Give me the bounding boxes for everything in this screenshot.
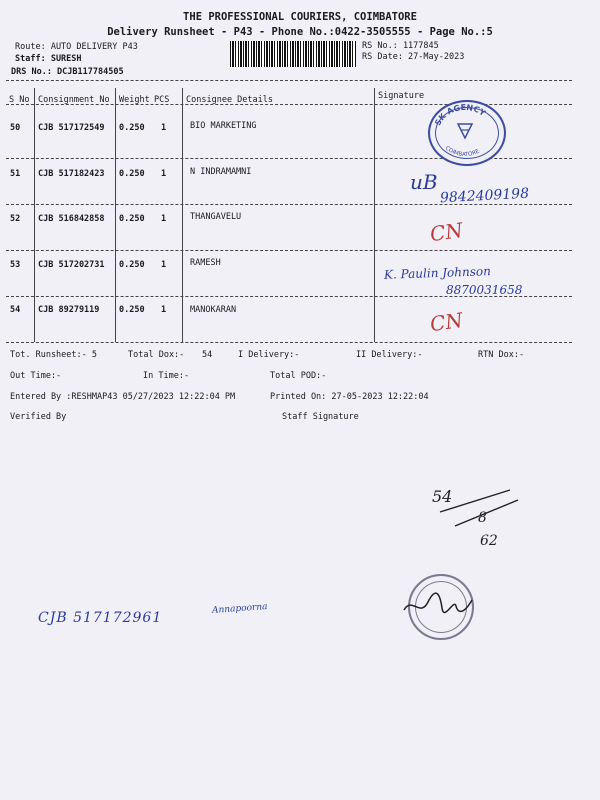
row-weight: 0.250 [119, 169, 145, 179]
entered-by: Entered By :RESHMAP43 05/27/2023 12:22:04 PM [10, 392, 236, 402]
row-sno: 50 [10, 123, 21, 133]
col-header-consignee: Consignee Details [186, 95, 273, 105]
i-delivery: I Delivery:- [238, 350, 300, 360]
stamp-city-text: COIMBATORE [443, 145, 481, 158]
tally-top: 54 [432, 487, 453, 506]
col-header-signature: Signature [378, 91, 425, 101]
phone-row51: 9842409198 [439, 185, 530, 207]
tally-bottom: 62 [480, 533, 498, 549]
printed-on: Printed On: 27-05-2023 12:22:04 [270, 392, 429, 402]
row-consignment: CJB 516842858 [38, 214, 105, 224]
verified-by: Verified By [10, 412, 67, 422]
row-sno: 53 [10, 260, 21, 270]
row-weight: 0.250 [119, 305, 145, 315]
row-consignment: CJB 89279119 [38, 305, 100, 315]
tot-runsheet: Tot. Runsheet:- 5 [10, 350, 97, 360]
row-consignee: THANGAVELU [190, 212, 242, 222]
mark-row52: CN [428, 217, 465, 247]
total-dox-label: Total Dox:- [128, 350, 185, 360]
staff-label: Staff: SURESH [15, 54, 82, 64]
total-pod: Total POD:- [270, 371, 327, 381]
phone-row53: 8870031658 [446, 283, 523, 297]
total-dox-value: 54 [202, 350, 213, 360]
row-weight: 0.250 [119, 260, 145, 270]
row-consignment: CJB 517182423 [38, 169, 105, 179]
bottom-signature [398, 588, 478, 628]
handwritten-name: Annapoorna [211, 602, 268, 616]
ii-delivery: II Delivery:- [356, 350, 423, 360]
col-header-consignment: Consignment No [38, 95, 110, 105]
row-sno: 54 [10, 305, 21, 315]
row-sno: 51 [10, 169, 21, 179]
in-time: In Time:- [143, 371, 190, 381]
stamp-agency-text: SK AGENCY [433, 102, 488, 128]
row-pcs: 1 [161, 169, 167, 179]
runsheet-subtitle: Delivery Runsheet - P43 - Phone No.:0422-3505555 - Page No.:5 [107, 26, 493, 38]
company-title: THE PROFESSIONAL COURIERS, COIMBATORE [183, 11, 417, 23]
col-header-sno: S No [9, 95, 30, 105]
svg-text:COIMBATORE [444, 145, 481, 158]
barcode [230, 41, 356, 67]
row-pcs: 1 [161, 123, 167, 133]
handwritten-consignment: CJB 517172961 [38, 610, 163, 626]
row-consignee: RAMESH [190, 258, 221, 268]
staff-signature-label: Staff Signature [282, 412, 359, 422]
row-pcs: 1 [161, 260, 167, 270]
row-weight: 0.250 [119, 123, 145, 133]
row-pcs: 1 [161, 214, 167, 224]
drs-number: DRS No.: DCJB117784505 [11, 67, 124, 77]
row-consignee: N INDRAMAMNI [190, 167, 252, 177]
rtn-dox: RTN Dox:- [478, 350, 525, 360]
row-weight: 0.250 [119, 214, 145, 224]
row-pcs: 1 [161, 305, 167, 315]
rs-date: RS Date: 27-May-2023 [362, 52, 465, 62]
agency-stamp [428, 100, 506, 166]
signature-row51: uB [410, 170, 438, 194]
mark-row54: CN [428, 307, 465, 337]
route-label: Route: AUTO DELIVERY P43 [15, 42, 138, 52]
row-consignment: CJB 517202731 [38, 260, 105, 270]
row-consignee: MANOKARAN [190, 305, 237, 315]
tally-mid: 8 [478, 510, 487, 526]
col-header-pcs: PCS [154, 95, 170, 105]
col-header-weight: Weight [119, 95, 150, 105]
rs-number: RS No.: 1177845 [362, 41, 439, 51]
row-consignment: CJB 517172549 [38, 123, 105, 133]
tally-lines [430, 482, 520, 552]
name-row53: K. Paulin Johnson [383, 264, 492, 282]
row-sno: 52 [10, 214, 21, 224]
out-time: Out Time:- [10, 371, 62, 381]
row-consignee: BIO MARKETING [190, 121, 257, 131]
